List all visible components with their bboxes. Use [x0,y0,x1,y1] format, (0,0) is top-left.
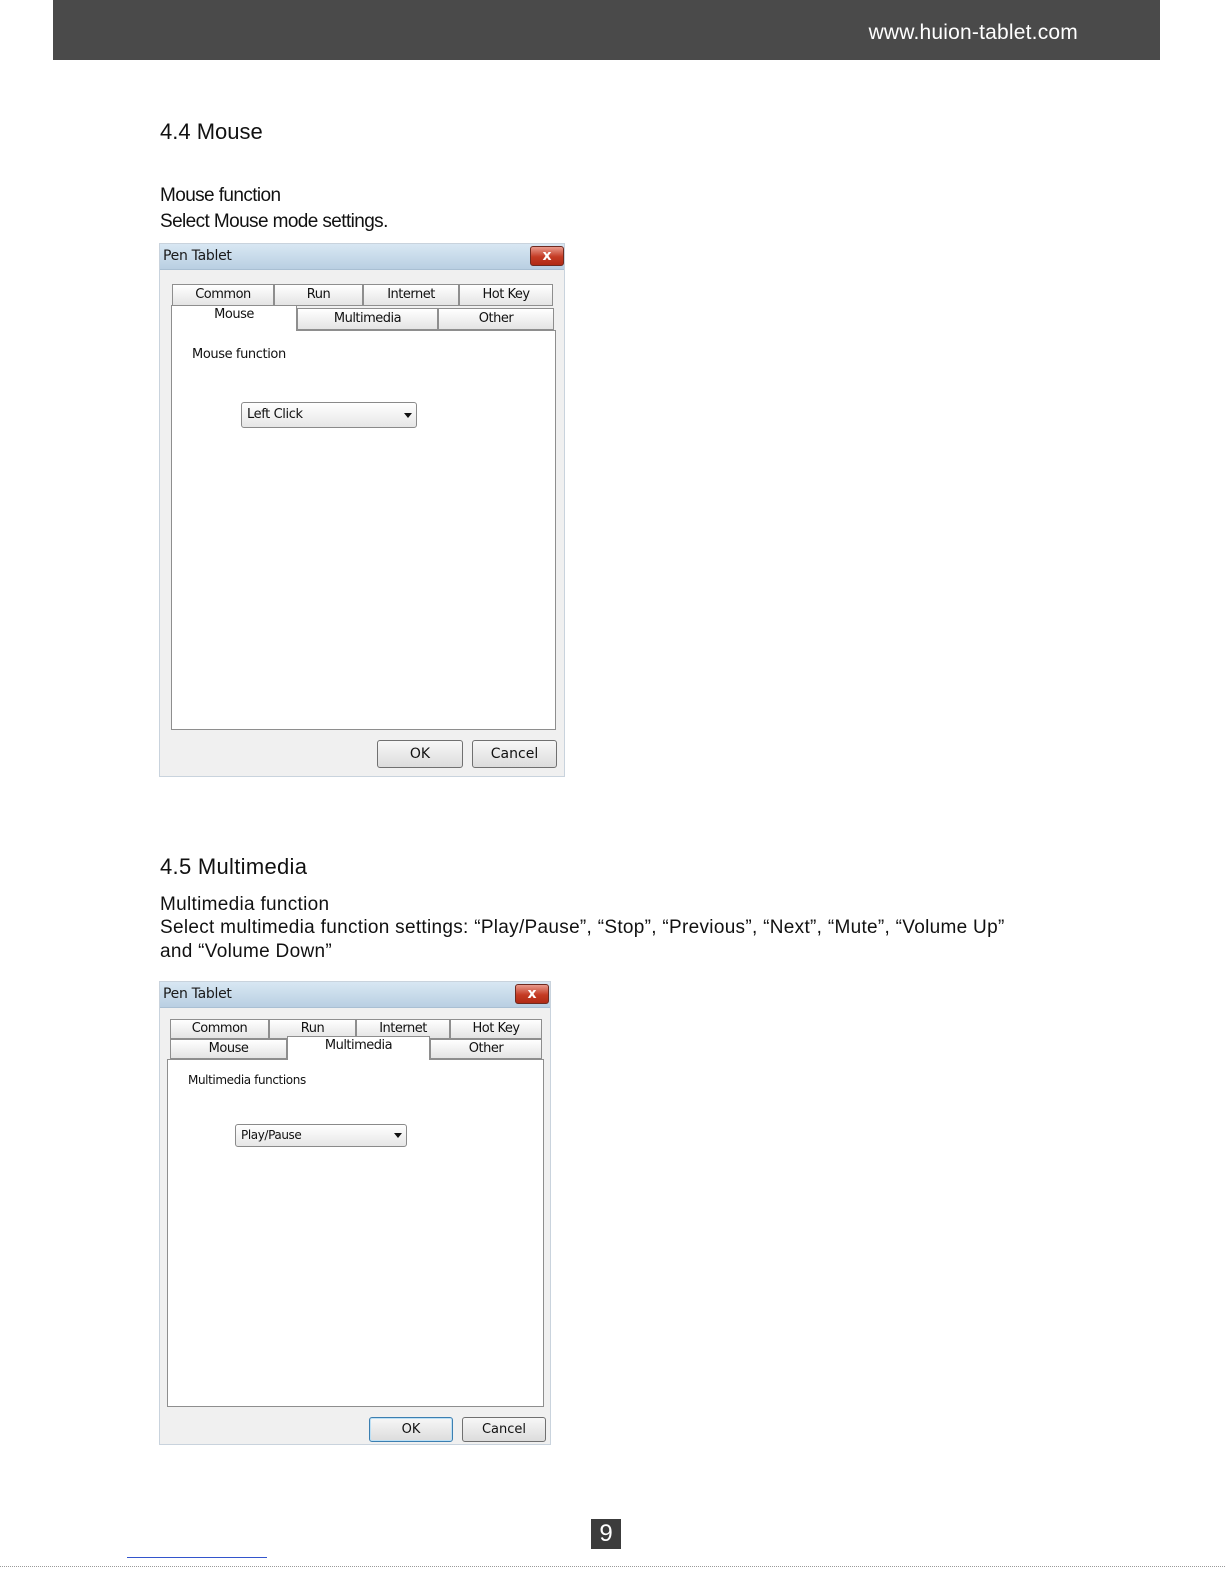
tab-panel-multimedia [167,1059,544,1407]
dialog-titlebar [160,244,564,270]
tab-run[interactable]: Run [269,1019,356,1039]
tab-multimedia[interactable]: Multimedia [297,308,438,330]
close-icon: x [527,986,537,1002]
mouse-instruction: Select Mouse mode settings. [160,211,388,232]
tab-other[interactable]: Other [430,1039,542,1059]
cancel-button[interactable]: Cancel [472,740,557,768]
close-icon: x [542,248,552,264]
multimedia-function-value: Play/Pause [241,1128,302,1142]
mouse-subtitle: Mouse function [160,185,281,206]
chevron-down-icon [404,413,412,418]
dialog-titlebar [160,982,550,1008]
section-title-mouse: 4.4 Mouse [160,119,263,144]
tab-panel-mouse [171,330,556,730]
tab-other[interactable]: Other [438,308,554,330]
multimedia-instruction-line1: Select multimedia function settings: “Play/Pause”, “Stop”, “Previous”, “Next”, “Mute”, “Volume Up” [160,917,1005,938]
tab-internet[interactable]: Internet [363,284,459,306]
tab-mouse[interactable]: Mouse [171,305,297,331]
section-title-multimedia: 4.5 Multimedia [160,854,308,879]
multimedia-subtitle: Multimedia function [160,894,330,915]
tab-internet[interactable]: Internet [356,1019,450,1039]
close-button[interactable] [530,246,564,266]
tab-multimedia[interactable]: Multimedia [287,1036,430,1060]
tab-hot-key[interactable]: Hot Key [450,1019,542,1039]
tab-hot-key[interactable]: Hot Key [459,284,553,306]
mouse-function-select[interactable] [241,402,417,428]
footer-link-underline [127,1557,267,1558]
tab-mouse[interactable]: Mouse [170,1039,287,1059]
tab-common[interactable]: Common [172,284,274,306]
tab-run[interactable]: Run [274,284,363,306]
pen-tablet-dialog-multimedia [159,981,551,1445]
mouse-function-value: Left Click [247,407,303,422]
website-url[interactable]: www.huion-tablet.com [868,21,1078,44]
multimedia-instruction-line2: and “Volume Down” [160,941,332,962]
close-button[interactable] [515,984,549,1004]
ok-button[interactable]: OK [377,740,463,768]
chevron-down-icon [394,1133,402,1138]
footer-divider [0,1566,1225,1567]
multimedia-functions-label: Multimedia functions [188,1073,306,1087]
ok-button[interactable]: OK [369,1417,453,1442]
dialog-title: Pen Tablet [163,248,232,264]
tab-common[interactable]: Common [170,1019,269,1039]
mouse-function-label: Mouse function [192,347,286,362]
cancel-button[interactable]: Cancel [462,1417,546,1442]
header-bar [53,0,1160,60]
page-number: 9 [591,1519,621,1549]
multimedia-function-select[interactable] [235,1124,407,1147]
dialog-title: Pen Tablet [163,986,232,1002]
pen-tablet-dialog-mouse [159,243,565,777]
